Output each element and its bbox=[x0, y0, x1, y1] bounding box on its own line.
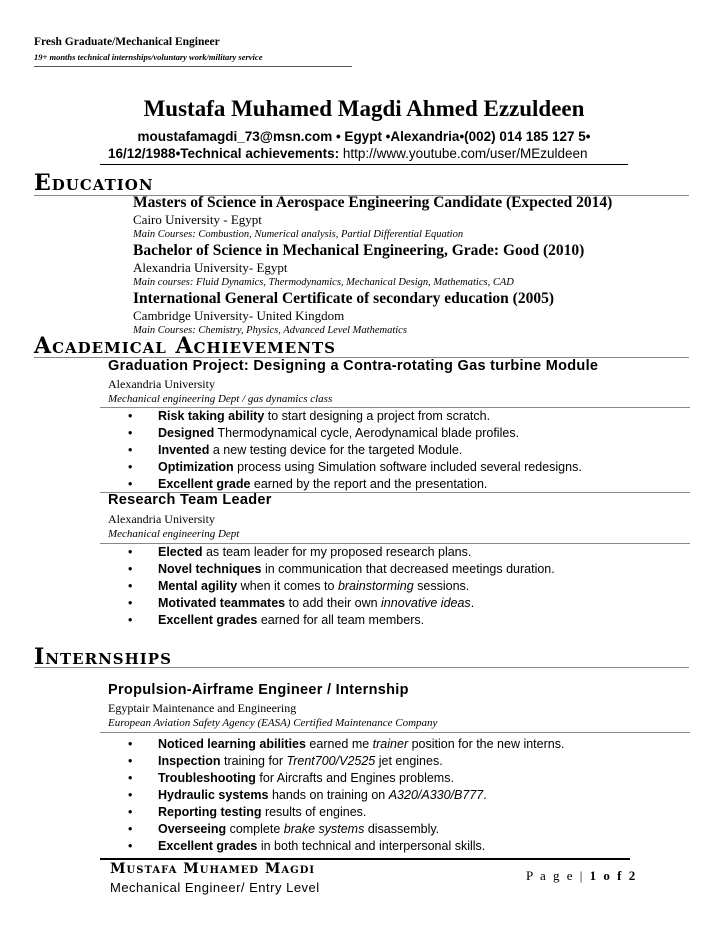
degree-courses: Main courses: Fluid Dynamics, Thermodynamics, Mechanical Design, Mathematics, CAD bbox=[133, 277, 514, 288]
bullet-icon: • bbox=[128, 579, 133, 593]
bullet-icon: • bbox=[128, 822, 133, 836]
footer-name: Mustafa Muhamed Magdi bbox=[110, 861, 316, 877]
bullet-icon: • bbox=[128, 545, 133, 559]
header-experience: 19+ months technical internships/voluntary work/military service bbox=[34, 52, 263, 62]
research-title: Research Team Leader bbox=[108, 492, 272, 508]
bullet-icon: • bbox=[128, 426, 133, 440]
internships-heading: Internships bbox=[34, 644, 172, 670]
education-entry bbox=[133, 290, 554, 338]
bullet-icon: • bbox=[128, 562, 133, 576]
candidate-name: Mustafa Muhamed Magdi Ahmed Ezzuldeen bbox=[143, 96, 585, 121]
project-title: Graduation Project: Designing a Contra-rotating Gas turbine Module bbox=[108, 358, 599, 374]
education-entry bbox=[133, 194, 612, 242]
internship-accreditation: European Aviation Safety Agency (EASA) Certified Maintenance Company bbox=[108, 717, 438, 729]
internship-title: Propulsion-Airframe Engineer / Internship bbox=[108, 682, 409, 698]
internships-rule bbox=[34, 667, 689, 668]
entry-divider bbox=[100, 732, 690, 733]
contact-divider bbox=[100, 164, 628, 165]
bullet-icon: • bbox=[128, 477, 133, 491]
youtube-link[interactable]: http://www.youtube.com/user/MEzuldeen bbox=[339, 146, 588, 161]
degree-title: Masters of Science in Aerospace Engineering Candidate (Expected 2014) bbox=[133, 194, 613, 211]
degree-institution: Alexandria University- Egypt bbox=[133, 260, 288, 275]
bullet-icon: • bbox=[128, 737, 133, 751]
contact-line-1: moustafamagdi_73@msn.com • Egypt •Alexandria•(002) 014 185 127 5• bbox=[137, 129, 591, 144]
education-heading: Education bbox=[34, 170, 154, 196]
bullet-icon: • bbox=[128, 443, 133, 457]
degree-title: Bachelor of Science in Mechanical Engineering, Grade: Good (2010) bbox=[133, 242, 585, 259]
internship-company: Egyptair Maintenance and Engineering bbox=[108, 701, 297, 715]
project-dept: Mechanical engineering Dept / gas dynamics class bbox=[108, 393, 333, 405]
page-number: P a g e | 1 o f 2 bbox=[526, 868, 638, 883]
research-institution: Alexandria University bbox=[108, 512, 215, 526]
bullet-icon: • bbox=[128, 771, 133, 785]
degree-courses: Main Courses: Chemistry, Physics, Advanced Level Mathematics bbox=[133, 325, 407, 336]
contact-dob-label: 16/12/1988•Technical achievements: bbox=[108, 146, 340, 161]
bullet-icon: • bbox=[128, 596, 133, 610]
contact-line-2 bbox=[108, 146, 587, 161]
degree-courses: Main Courses: Combustion, Numerical analysis, Partial Differential Equation bbox=[133, 229, 464, 240]
bullet-icon: • bbox=[128, 460, 133, 474]
education-entry bbox=[133, 242, 584, 290]
bullet-icon: • bbox=[128, 409, 133, 423]
header-role: Fresh Graduate/Mechanical Engineer bbox=[34, 36, 220, 48]
degree-institution: Cairo University - Egypt bbox=[133, 212, 262, 227]
bullet-icon: • bbox=[128, 613, 133, 627]
bullet-icon: • bbox=[128, 788, 133, 802]
research-dept: Mechanical engineering Dept bbox=[108, 528, 240, 540]
header-divider bbox=[34, 66, 352, 67]
degree-title: International General Certificate of secondary education (2005) bbox=[133, 290, 555, 307]
project-institution: Alexandria University bbox=[108, 377, 215, 391]
footer-role: Mechanical Engineer/ Entry Level bbox=[110, 880, 320, 895]
resume-page: Fresh Graduate/Mechanical Engineer 19+ months technical internships/voluntary work/military service Mustafa Muhamed Magdi Ahmed Ezzuldeen moustafamagdi_73@msn.com • Egypt •Alexandria•(002) 014 185 127 5• 16/12/1988•Technical achievements: http://www.youtube.com/user/MEzuldeen Education Masters of Science in Aerospace Engineering Candidate (Expected 2014) Cairo University - Egypt Main Courses: Combustion, Numerical analysis, Partial Differential Equation Bachelor of Science in Mechanical Engineering, Grade: Good (2010) Alexandria University- Egypt Main courses: Fluid Dynamics, Thermodynamics, Mechanical Design, Mathematics, CAD International General Certificate of secondary education (2005) Cambridge University- United Kingdom Main Courses: Chemistry, Physics, Advanced Level Mathematics Academical Achievements Graduation Project: Designing a Contra-rotating Gas turbine Module Alexandria University Mechanical engineering Dept / gas dynamics class • Risk taking ability to start designing a project from scratch. • Designed Thermodynamical cycle, Aerodynamical blade profiles. • Invented a new testing device for the targeted Module. • Optimization process using Simulation software included several redesigns. • Excellent grade earned by the report and the presentation. Research Team Leader Alexandria University Mechanical engineering Dept • Elected as team leader for my proposed research plans. • Novel techniques in communication that decreased meetings duration. • Mental agility when it comes to brainstorming sessions. • Motivated teammates to add their own innovative ideas. • Excellent grades earned for all team members. Internships Propulsion-Airframe Engineer / Internship Egyptair Maintenance and Engineering European Aviation Safety Agency (EASA) Certified Maintenance Company • Noticed learning abilities earned me trainer position for the new interns. • Inspection training for Trent700/V2525 jet engines. • Troubleshooting for Aircrafts and Engines problems. • Hydraulic systems hands on training on A320/A330/B777. • Reporting testing results of engines. • Overseeing complete brake systems disassembly. • Excellent grades in both technical and interpersonal skills. Mustafa Muhamed Magdi Mechanical Engineer/ Entry Level P a g e | 1 o f 2 bbox=[0, 0, 728, 943]
bullet-icon: • bbox=[128, 805, 133, 819]
academic-heading: Academical Achievements bbox=[34, 333, 336, 359]
degree-institution: Cambridge University- United Kingdom bbox=[133, 308, 345, 323]
bullet-icon: • bbox=[128, 839, 133, 853]
footer-divider bbox=[100, 858, 630, 860]
bullet-icon: • bbox=[128, 754, 133, 768]
